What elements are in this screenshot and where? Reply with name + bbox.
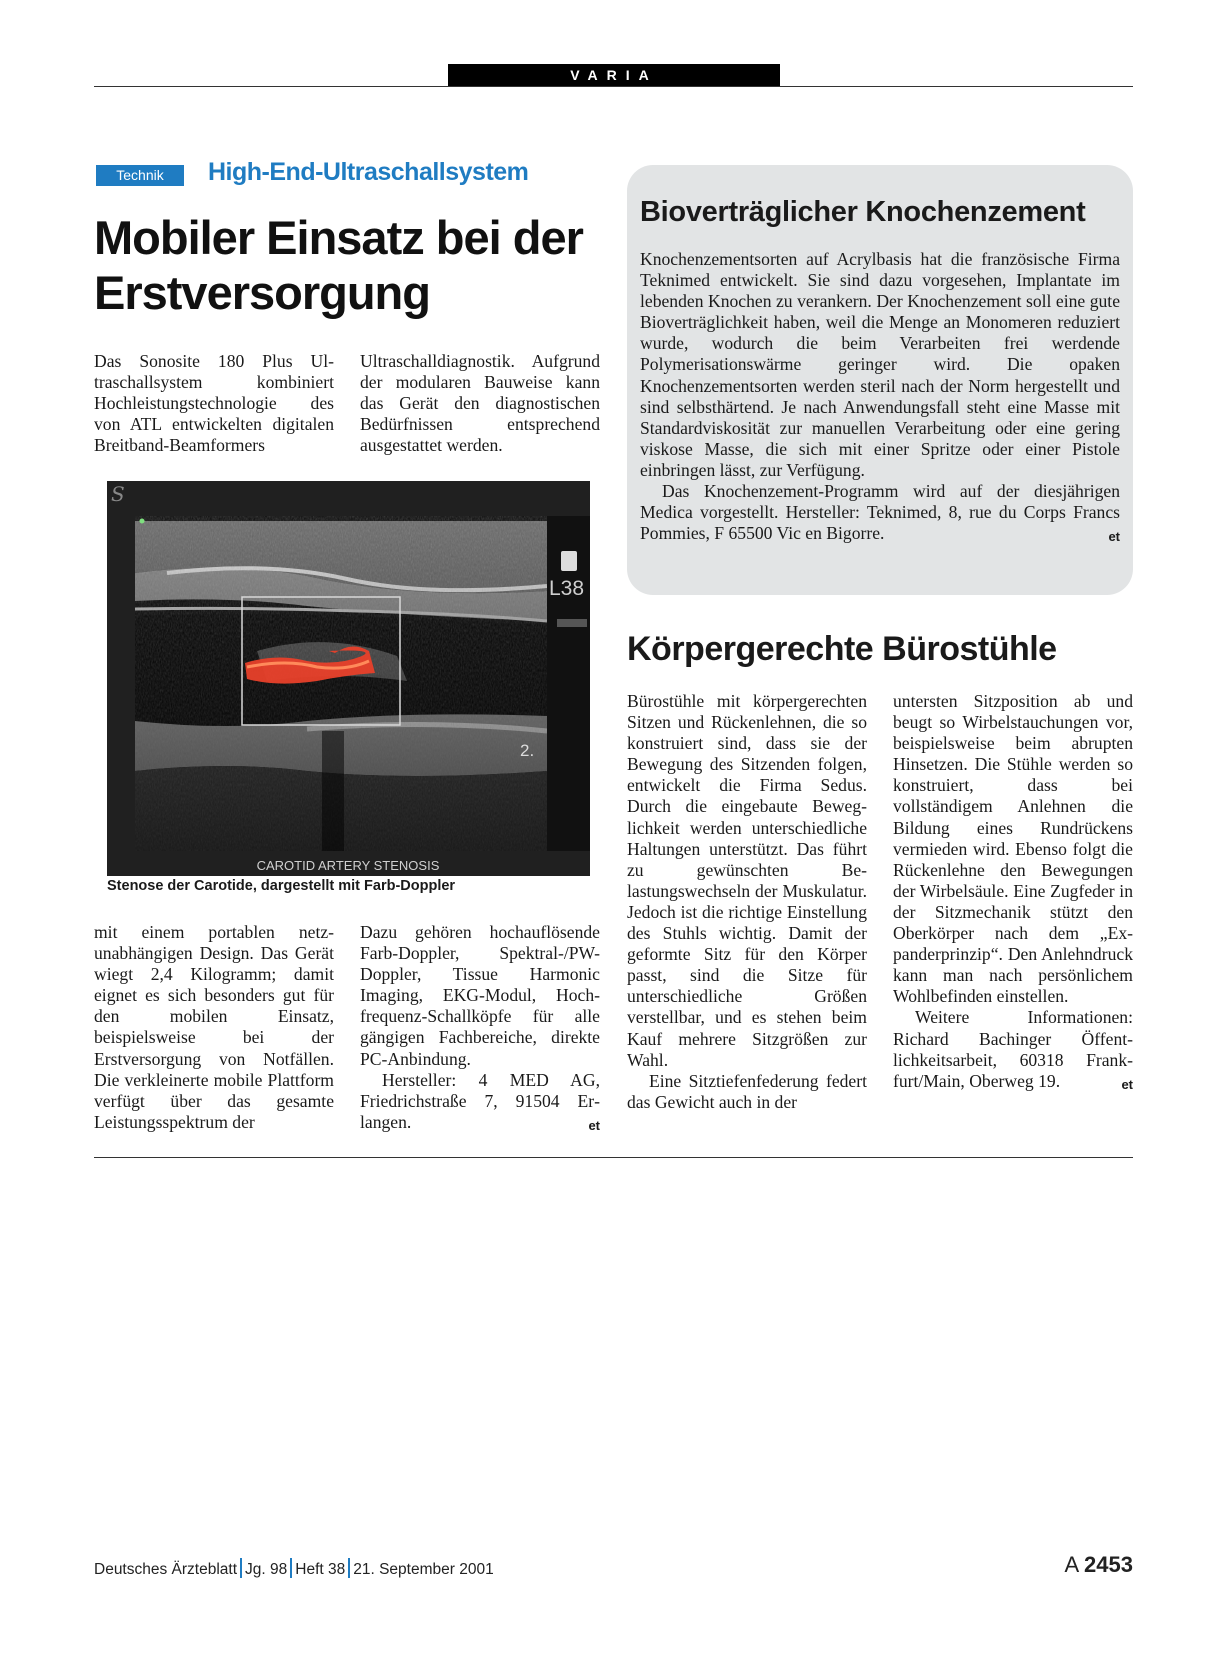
svg-text:S: S <box>111 482 125 506</box>
footer-separator <box>240 1558 242 1578</box>
article3-paragraph-3: untersten Sitzposition ab und beugt so Wirbelstauchungen vor, beispielsweise beim abrupten Hinsetzen. Die Stühle werden so konstruiert, dass bei vollständigem Anlehnen die Bildung eines Rundrückens vermieden wird. Ebenso folgt die Rückenlehne den Bewegungen der Wirbelsäule. Eine Zugfeder in der Sitzmechanik stützt den Oberkörper nach dem „Expanderprinzip“. Den Anlehndruck kann man nach persönlichem Wohlbefinden einstellen. <box>893 691 1133 1007</box>
body-column-1 <box>94 922 334 1133</box>
box-paragraph-2-text: Das Knochenzement-Programm wird auf der diesjährigen Medica vorgestellt. Hersteller: Teknimed, 8, rue du Corps Francs Pommies, F 65500 Vic en Bigorre. <box>640 481 1120 544</box>
article-headline: Mobiler Einsatz bei der Erstversorgung <box>94 211 583 319</box>
article3-title: Körpergerechte Bürostühle <box>627 630 1057 668</box>
page-prefix: A <box>1064 1552 1078 1577</box>
article3-signature: et <box>1121 1076 1133 1092</box>
intro-column-1 <box>94 351 334 456</box>
header-rule <box>94 86 1133 87</box>
date: 21. September 2001 <box>353 1561 494 1578</box>
box-paragraph-2 <box>640 481 1120 544</box>
body-column-2 <box>360 922 600 1136</box>
author-signature: et <box>588 1117 600 1133</box>
article3-paragraph-4 <box>893 1007 1133 1091</box>
bottom-rule <box>94 1157 1133 1158</box>
body-paragraph-1: mit einem portablen netzunabhängigen Design. Das Gerät wiegt 2,4 Kilogramm; damit eignet es sich besonders gut für den mobilen Einsatz, beispielsweise bei der Erstversorgung von Notfällen. Die verkleinerte mobile Plattform verfügt über das gesamte Leistungsspektrum der <box>94 922 334 1132</box>
footer <box>94 1558 494 1579</box>
ultrasound-image <box>107 481 590 876</box>
article3-paragraph-2: Eine Sitztiefenfederung federt das Gewicht auch in der <box>627 1070 867 1112</box>
article3-column-2 <box>893 691 1133 1095</box>
intro-paragraph-2: Ultraschalldiagnostik. Aufgrund der modularen Bauweise kann das Gerät den diagnostischen Bedürfnissen entsprechend ausgestattet werden. <box>360 351 600 456</box>
article3-column-1 <box>627 691 867 1113</box>
intro-paragraph-1: Das Sonosite 180 Plus Ultraschallsystem kombiniert Hochleistungstechnologie des von ATL entwickelten digitalen Breitband-Beamformers <box>94 351 334 456</box>
probe-label: L38 <box>549 577 585 600</box>
article3-contact-text: Weitere Informationen: Richard Bachinger Öffentlichkeitsarbeit, 60318 Frankfurt/Main, Oberweg 19. <box>893 1007 1133 1091</box>
box-paragraph-1: Knochenzementsorten auf Acrylbasis hat die französische Firma Teknimed entwickelt. Sie sind dazu vorgesehen, Implantate im lebenden Knochen zu verankern. Der Knochenzement soll eine gute Bioverträglichkeit haben, weil die Menge an Monomeren reduziert wurde, wodurch die beim Verarbeiten frei werdende Polymerisationswärme geringer wird. Die opaken Knochenzementsorten werden steril nach der Norm hergestellt und sind selbsthärtend. Je nach Anwendungsfall steht eine Masse mit Standardviskosität zur manuellen Verarbeitung oder eine gering viskose Masse, die sich mit einer Spritze oder einer Pistole einbringen lässt, zur Verfügung. <box>640 249 1120 480</box>
box-text <box>640 249 1120 547</box>
manufacturer-paragraph <box>360 1070 600 1133</box>
page-number-value: 2453 <box>1084 1552 1133 1577</box>
image-caption: Stenose der Carotide, dargestellt mit Farb-Doppler <box>107 878 456 894</box>
article3-paragraph-1: Bürostühle mit körpergerechten Sitzen und Rückenlehnen, die so konstruiert sind, dass sie der Bewegung des Sitzenden folgen, entwickelt die Firma Sedus. Durch die eingebaute Beweglichkeit werden unterschiedliche Haltungen unterstützt. Das führt zu gewünschten Belastungswechseln der Muskulatur. Jedoch ist die richtige Einstellung des Stuhls wichtig. Damit der geformte Sitz für den Körper passt, sind die Sitze für unterschiedliche Größen verstellbar, und es stehen beim Kauf mehrere Sitzgrößen zur Wahl. <box>627 691 867 1070</box>
category-tag: Technik <box>96 165 184 186</box>
body-paragraph-2: Dazu gehören hochauflösende Farb-Doppler, Spektral-/PW-Doppler, Tissue Harmonic Imaging, EKG-Modul, Hochfrequenz-Schallköpfe für alle gängigen Fachbereiche, direkte PC-Anbindung. <box>360 922 600 1069</box>
page-number <box>1064 1552 1133 1578</box>
intro-column-2 <box>360 351 600 456</box>
issue: Heft 38 <box>295 1561 346 1578</box>
image-marker: 2. <box>520 741 535 760</box>
footer-separator <box>348 1558 350 1578</box>
footer-separator <box>290 1558 292 1578</box>
volume: Jg. 98 <box>245 1561 288 1578</box>
section-label: VARIA <box>448 64 780 86</box>
journal-name: Deutsches Ärzteblatt <box>94 1561 238 1578</box>
box-signature: et <box>1108 529 1120 545</box>
article-kicker: High-End-Ultraschallsystem <box>208 158 529 186</box>
manufacturer-text: Hersteller: 4 MED AG, Friedrichstraße 7, 91504 Erlangen. <box>360 1069 600 1132</box>
box-title: Bioverträglicher Knochenzement <box>640 196 1086 228</box>
image-overlay-label: CAROTID ARTERY STENOSIS <box>256 858 440 873</box>
